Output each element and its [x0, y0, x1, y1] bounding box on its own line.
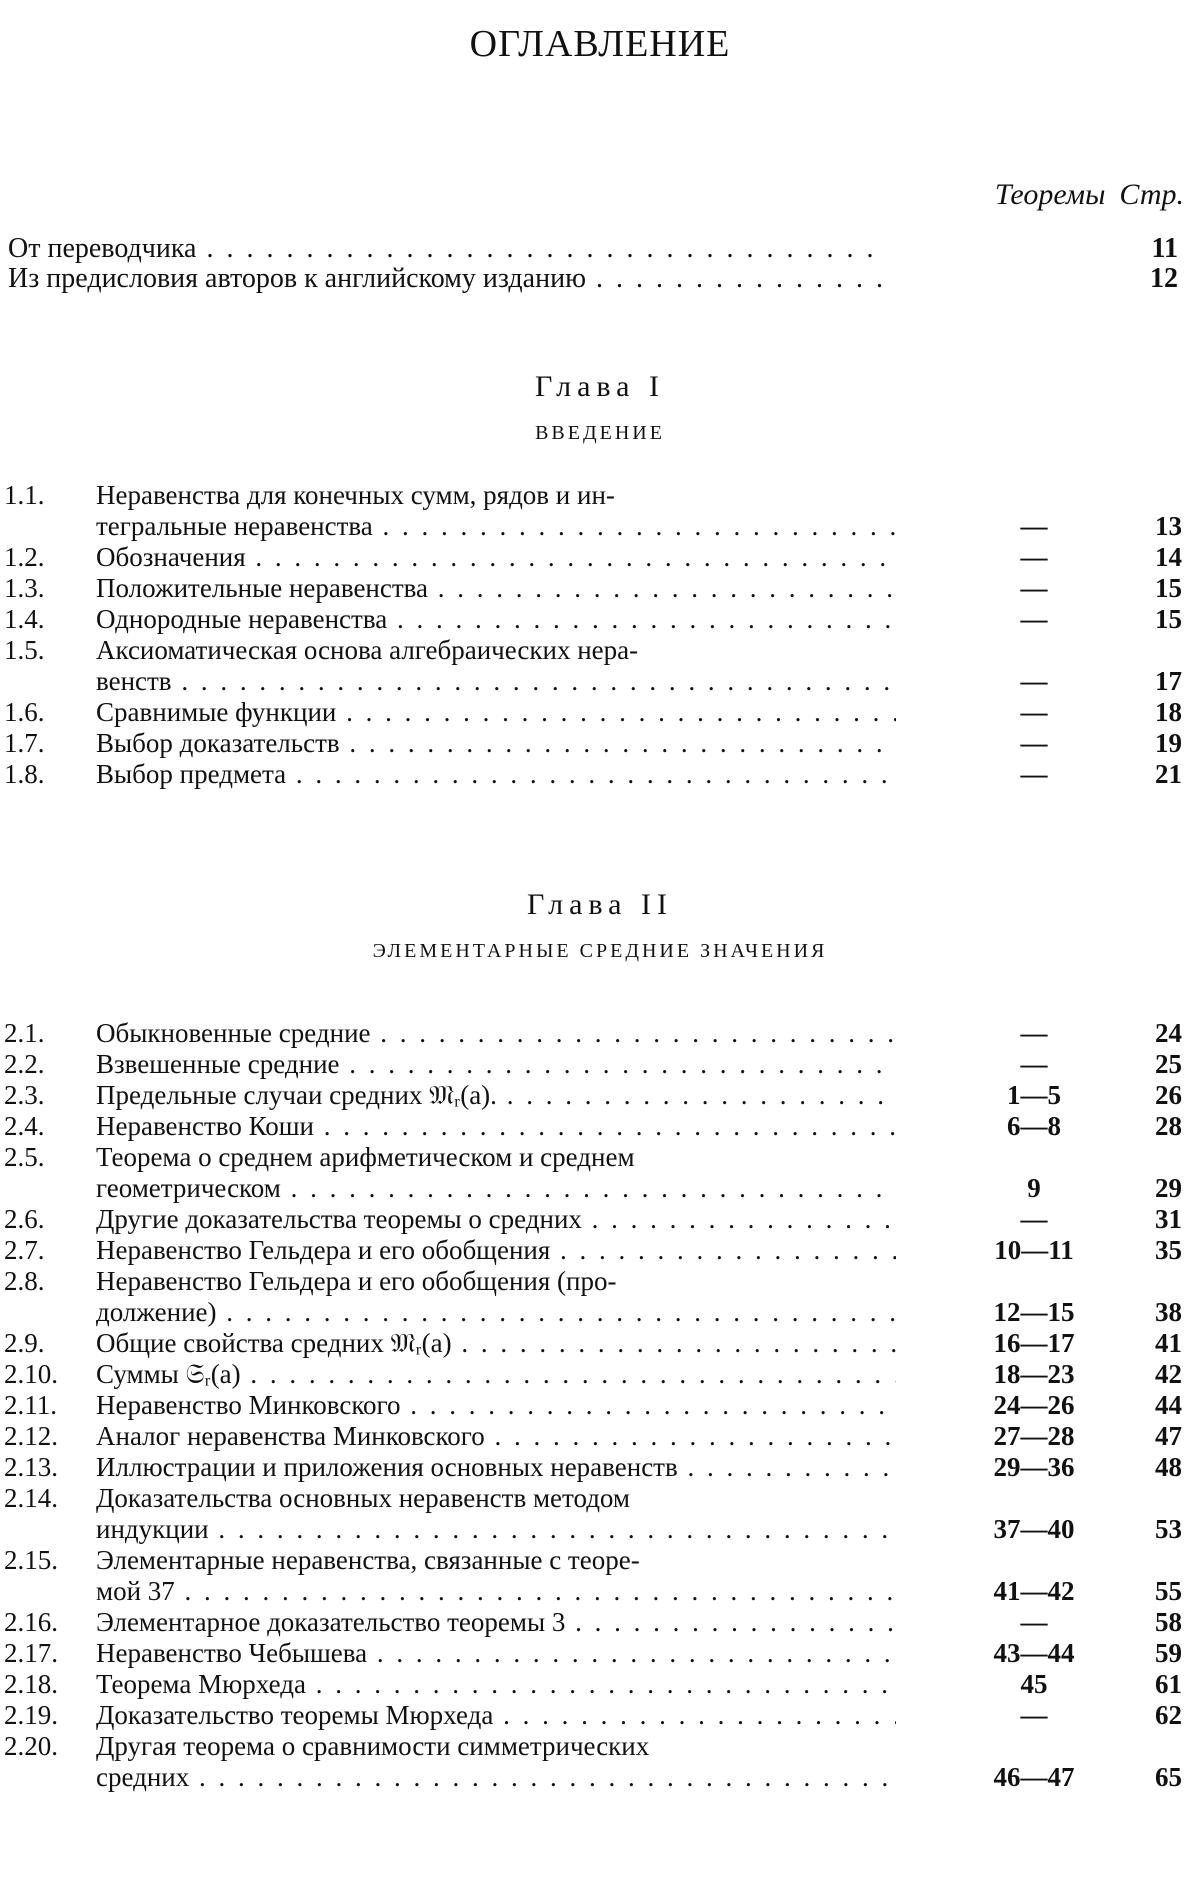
theorem-range: 27—28 — [959, 1421, 1109, 1452]
page-number: 31 — [1155, 1204, 1182, 1235]
section-title-line: Неравенство Гельдера и его обобщения . . . — [96, 1235, 896, 1266]
section-title — [96, 759, 896, 790]
section-number: 2.10. — [4, 1359, 94, 1390]
entry-text: Из предисловия авторов к английскому изданию . . . — [8, 264, 888, 294]
column-headers — [981, 178, 1184, 212]
toc-entry[interactable] — [4, 1390, 1190, 1421]
toc-entry[interactable] — [4, 604, 1190, 635]
section-title-line: Доказательство теоремы Мюрхеда . . . — [96, 1700, 896, 1731]
theorem-range: — — [959, 604, 1109, 635]
theorem-range: 45 — [959, 1669, 1109, 1700]
chapter-label: Глава II — [0, 888, 1200, 922]
chapter-label: Глава I — [0, 370, 1200, 404]
page-number: 24 — [1155, 1018, 1182, 1049]
theorem-range: — — [959, 542, 1109, 573]
theorem-range: 46—47 — [959, 1762, 1109, 1793]
section-title — [96, 1080, 896, 1111]
toc-entry[interactable] — [4, 1421, 1190, 1452]
toc-entry[interactable] — [4, 1607, 1190, 1638]
theorem-range: — — [959, 511, 1109, 542]
toc-entry[interactable] — [4, 1638, 1190, 1669]
toc-entry[interactable] — [4, 1266, 1190, 1328]
section-title — [96, 697, 896, 728]
page-number: 28 — [1155, 1111, 1182, 1142]
section-title — [96, 1266, 896, 1328]
section-number: 2.12. — [4, 1421, 94, 1452]
section-title — [96, 1235, 896, 1266]
section-title-line: Неравенства для конечных сумм, рядов и ин- — [96, 480, 896, 511]
chapter-name: ВВЕДЕНИЕ — [0, 422, 1200, 445]
section-title-line: Другая теорема о сравнимости симметрических — [96, 1731, 896, 1762]
section-title — [96, 728, 896, 759]
theorem-range: 12—15 — [959, 1297, 1109, 1328]
section-title — [96, 1731, 896, 1793]
section-title-line: Неравенство Коши . . . — [96, 1111, 896, 1142]
section-number: 2.15. — [4, 1545, 94, 1576]
section-title — [96, 1483, 896, 1545]
theorem-range: — — [959, 666, 1109, 697]
section-title-line: Обыкновенные средние . . . — [96, 1018, 896, 1049]
section-number: 1.7. — [4, 728, 94, 759]
page-number: 61 — [1155, 1669, 1182, 1700]
section-number: 2.14. — [4, 1483, 94, 1514]
toc-entry[interactable] — [4, 1545, 1190, 1607]
section-title-line: Доказательства основных неравенств методом — [96, 1483, 896, 1514]
toc-entry[interactable] — [4, 573, 1190, 604]
toc-entry[interactable] — [4, 1731, 1190, 1793]
page-number: 21 — [1155, 759, 1182, 790]
section-title-line: Аксиоматическая основа алгебраических нера- — [96, 635, 896, 666]
toc-entry[interactable] — [4, 635, 1190, 697]
theorem-range: — — [959, 697, 1109, 728]
section-title-line: Другие доказательства теоремы о средних . . . — [96, 1204, 896, 1235]
section-title-line: Элементарные неравенства, связанные с теоре- — [96, 1545, 896, 1576]
theorem-range: — — [959, 1049, 1109, 1080]
toc-entry[interactable] — [4, 1328, 1190, 1359]
toc-entry[interactable] — [4, 697, 1190, 728]
section-title — [96, 1049, 896, 1080]
section-number: 2.7. — [4, 1235, 94, 1266]
section-title — [96, 604, 896, 635]
page-number: 29 — [1155, 1173, 1182, 1204]
section-number: 1.1. — [4, 480, 94, 511]
theorems-column-header: Теоремы — [995, 178, 1106, 211]
section-title — [96, 1669, 896, 1700]
section-number: 2.1. — [4, 1018, 94, 1049]
page-number: 17 — [1155, 666, 1182, 697]
chapter-1-sections — [4, 480, 1190, 790]
theorem-range: 43—44 — [959, 1638, 1109, 1669]
section-title — [96, 1607, 896, 1638]
page-number: 58 — [1155, 1607, 1182, 1638]
section-title-line: мой 37 . . . — [96, 1576, 896, 1607]
section-number: 1.6. — [4, 697, 94, 728]
section-title — [96, 542, 896, 573]
section-title-line: Теорема Мюрхеда . . . — [96, 1669, 896, 1700]
toc-entry[interactable] — [4, 1700, 1190, 1731]
toc-entry[interactable] — [4, 1452, 1190, 1483]
toc-entry[interactable] — [4, 1049, 1190, 1080]
section-number: 2.11. — [4, 1390, 94, 1421]
section-title-line: Теорема о среднем арифметическом и среднем — [96, 1142, 896, 1173]
section-title-line: Неравенство Чебышева . . . — [96, 1638, 896, 1669]
page-number: 19 — [1155, 728, 1182, 759]
theorem-range: — — [959, 759, 1109, 790]
toc-entry[interactable] — [4, 480, 1190, 542]
section-number: 2.19. — [4, 1700, 94, 1731]
section-title — [96, 1359, 896, 1390]
section-title — [96, 480, 896, 542]
section-title — [96, 635, 896, 697]
theorem-range: — — [959, 573, 1109, 604]
section-title-line: тегральные неравенства . . . — [96, 511, 896, 542]
pages-column-header: Стр. — [1119, 178, 1184, 211]
section-title-line: должение) . . . — [96, 1297, 896, 1328]
section-title-line: Предельные случаи средних 𝔐ᵣ(a). . . . — [96, 1080, 896, 1111]
theorem-range: — — [959, 1204, 1109, 1235]
theorem-range: 1—5 — [959, 1080, 1109, 1111]
page-number: 65 — [1155, 1762, 1182, 1793]
theorem-range: — — [959, 1700, 1109, 1731]
toc-entry[interactable] — [4, 1142, 1190, 1204]
section-title — [96, 1328, 896, 1359]
section-title-line: венств . . . — [96, 666, 896, 697]
page-number: 59 — [1155, 1638, 1182, 1669]
section-number: 1.5. — [4, 635, 94, 666]
section-title-line: Неравенство Минковского . . . — [96, 1390, 896, 1421]
section-number: 2.3. — [4, 1080, 94, 1111]
page-number: 15 — [1155, 604, 1182, 635]
section-number: 2.13. — [4, 1452, 94, 1483]
page-number: 26 — [1155, 1080, 1182, 1111]
section-title — [96, 1018, 896, 1049]
page-number: 14 — [1155, 542, 1182, 573]
section-title-line: Общие свойства средних 𝔐ᵣ(a) . . . — [96, 1328, 896, 1359]
section-title — [96, 1142, 896, 1204]
page-number: 18 — [1155, 697, 1182, 728]
section-number: 2.8. — [4, 1266, 94, 1297]
section-number: 2.2. — [4, 1049, 94, 1080]
toc-entry[interactable] — [4, 1483, 1190, 1545]
section-number: 2.9. — [4, 1328, 94, 1359]
section-title-line: Элементарное доказательство теоремы 3 . . . — [96, 1607, 896, 1638]
section-title — [96, 1545, 896, 1607]
chapter-2-sections — [4, 1018, 1190, 1793]
section-number: 2.4. — [4, 1111, 94, 1142]
section-title — [96, 1452, 896, 1483]
page-number: 41 — [1155, 1328, 1182, 1359]
section-title-line: Сравнимые функции . . . — [96, 697, 896, 728]
section-number: 2.5. — [4, 1142, 94, 1173]
section-title-line: Суммы 𝔖ᵣ(a) . . . — [96, 1359, 896, 1390]
theorem-range: 37—40 — [959, 1514, 1109, 1545]
entry-text: От переводчика . . . — [8, 234, 888, 264]
page-number: 35 — [1155, 1235, 1182, 1266]
entry-page: 11 — [1152, 234, 1178, 264]
theorem-range: 10—11 — [959, 1235, 1109, 1266]
page-number: 44 — [1155, 1390, 1182, 1421]
chapter-name: ЭЛЕМЕНТАРНЫЕ СРЕДНИЕ ЗНАЧЕНИЯ — [0, 940, 1200, 963]
page-number: 25 — [1155, 1049, 1182, 1080]
page-title: ОГЛАВЛЕНИЕ — [0, 22, 1200, 66]
section-title-line: Выбор доказательств . . . — [96, 728, 896, 759]
section-title-line: Взвешенные средние . . . — [96, 1049, 896, 1080]
section-title — [96, 1204, 896, 1235]
page-number: 55 — [1155, 1576, 1182, 1607]
entry-page: 12 — [1150, 264, 1178, 294]
toc-entry[interactable] — [4, 542, 1190, 573]
toc-entry[interactable] — [4, 1111, 1190, 1142]
page-number: 62 — [1155, 1700, 1182, 1731]
section-number: 1.3. — [4, 573, 94, 604]
toc-entry[interactable] — [4, 1204, 1190, 1235]
theorem-range: 16—17 — [959, 1328, 1109, 1359]
page-number: 38 — [1155, 1297, 1182, 1328]
theorem-range: 6—8 — [959, 1111, 1109, 1142]
section-number: 2.17. — [4, 1638, 94, 1669]
section-number: 2.20. — [4, 1731, 94, 1762]
theorem-range: 18—23 — [959, 1359, 1109, 1390]
section-title-line: Иллюстрации и приложения основных неравенств . . . — [96, 1452, 896, 1483]
section-title-line: средних . . . — [96, 1762, 896, 1793]
theorem-range: — — [959, 1018, 1109, 1049]
section-title — [96, 1111, 896, 1142]
theorem-range: 29—36 — [959, 1452, 1109, 1483]
toc-entry[interactable] — [4, 1669, 1190, 1700]
section-title — [96, 1638, 896, 1669]
toc-entry[interactable] — [4, 1235, 1190, 1266]
page-number: 13 — [1155, 511, 1182, 542]
section-title-line: Обозначения . . . — [96, 542, 896, 573]
theorem-range: 41—42 — [959, 1576, 1109, 1607]
chapter-1-heading — [0, 370, 1200, 445]
section-number: 2.16. — [4, 1607, 94, 1638]
section-title — [96, 1390, 896, 1421]
section-number: 1.4. — [4, 604, 94, 635]
section-title-line: индукции . . . — [96, 1514, 896, 1545]
section-title-line: Положительные неравенства . . . — [96, 573, 896, 604]
toc-entry[interactable] — [4, 1359, 1190, 1390]
section-title — [96, 1700, 896, 1731]
toc-entry[interactable] — [4, 759, 1190, 790]
toc-entry[interactable] — [4, 728, 1190, 759]
section-number: 1.8. — [4, 759, 94, 790]
section-title-line: Аналог неравенства Минковского . . . — [96, 1421, 896, 1452]
theorem-range: — — [959, 728, 1109, 759]
section-title — [96, 573, 896, 604]
section-title — [96, 1421, 896, 1452]
chapter-2-heading — [0, 888, 1200, 963]
page-number: 42 — [1155, 1359, 1182, 1390]
toc-page — [0, 0, 1200, 1896]
toc-entry[interactable] — [4, 1018, 1190, 1049]
page-number: 53 — [1155, 1514, 1182, 1545]
front-matter-entry[interactable] — [8, 234, 1188, 264]
section-number: 2.18. — [4, 1669, 94, 1700]
section-title-line: геометрическом . . . — [96, 1173, 896, 1204]
page-number: 48 — [1155, 1452, 1182, 1483]
front-matter-entry[interactable] — [8, 264, 1188, 294]
theorem-range: 9 — [959, 1173, 1109, 1204]
section-title-line: Неравенство Гельдера и его обобщения (про- — [96, 1266, 896, 1297]
theorem-range: 24—26 — [959, 1390, 1109, 1421]
section-title-line: Выбор предмета . . . — [96, 759, 896, 790]
page-number: 47 — [1155, 1421, 1182, 1452]
section-title-line: Однородные неравенства . . . — [96, 604, 896, 635]
front-matter — [8, 234, 1188, 294]
section-number: 1.2. — [4, 542, 94, 573]
toc-entry[interactable] — [4, 1080, 1190, 1111]
section-number: 2.6. — [4, 1204, 94, 1235]
page-number: 15 — [1155, 573, 1182, 604]
theorem-range: — — [959, 1607, 1109, 1638]
